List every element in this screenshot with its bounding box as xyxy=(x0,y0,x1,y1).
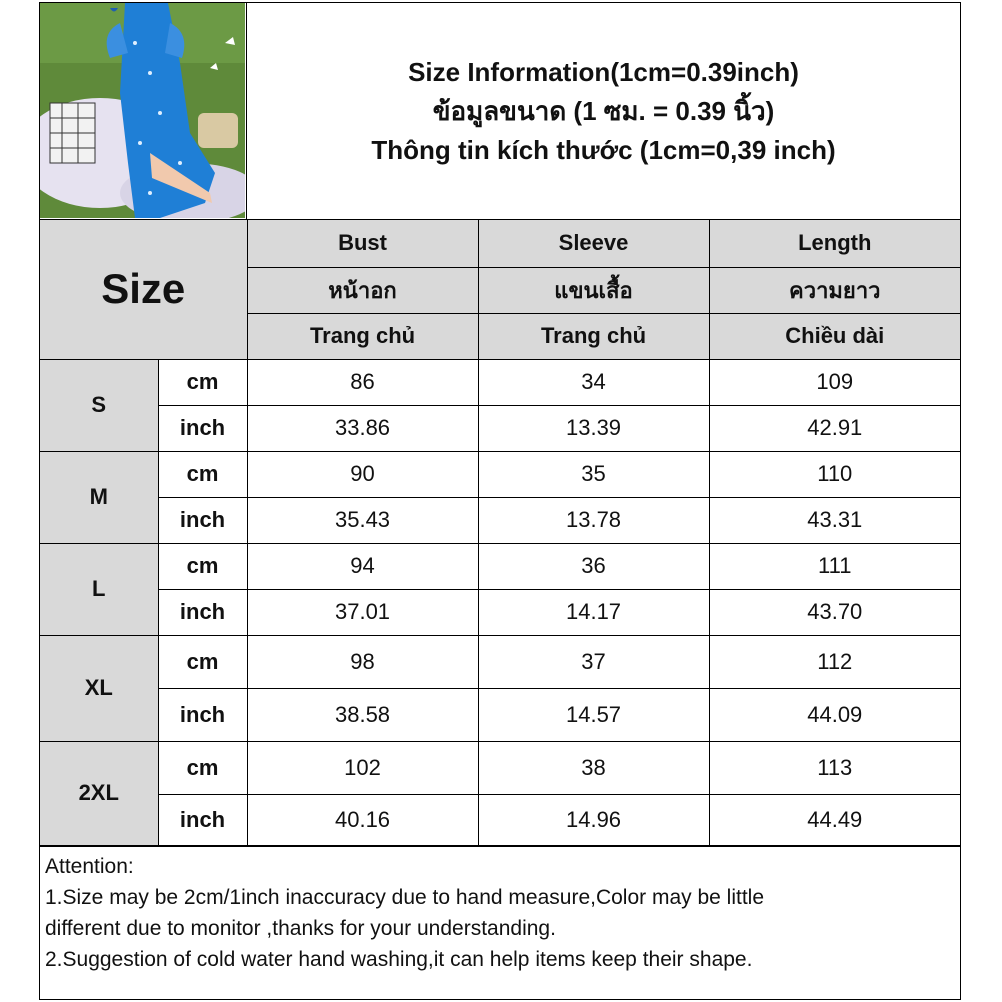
col-bust-th: หน้าอก xyxy=(247,267,478,313)
size-information-title xyxy=(247,3,960,220)
table-row xyxy=(40,405,960,451)
notes-line-2: different due to monitor ,thanks for your understanding. xyxy=(45,917,556,940)
title-thai: ข้อมูลขนาด (1 ซม. = 0.39 นิ้ว) xyxy=(432,95,775,126)
length-value: 44.49 xyxy=(709,794,960,845)
length-value: 111 xyxy=(709,543,960,589)
size-table xyxy=(40,220,960,846)
sleeve-value: 35 xyxy=(478,451,709,497)
col-sleeve-th: แขนเสื้อ xyxy=(478,267,709,313)
unit-cm: cm xyxy=(158,741,247,794)
table-row xyxy=(40,741,960,794)
size-label: S xyxy=(40,359,158,451)
col-length-vi: Chiều dài xyxy=(709,313,960,359)
table-row xyxy=(40,688,960,741)
length-value: 43.70 xyxy=(709,589,960,635)
notes-line-3: 2.Suggestion of cold water hand washing,it can help items keep their shape. xyxy=(45,948,753,971)
unit-inch: inch xyxy=(158,794,247,845)
sleeve-value: 14.17 xyxy=(478,589,709,635)
bust-value: 90 xyxy=(247,451,478,497)
header-row-english xyxy=(40,220,960,267)
length-value: 110 xyxy=(709,451,960,497)
sleeve-value: 38 xyxy=(478,741,709,794)
table-row xyxy=(40,794,960,845)
table-row xyxy=(40,635,960,688)
size-label: XL xyxy=(40,635,158,741)
unit-cm: cm xyxy=(158,451,247,497)
length-value: 43.31 xyxy=(709,497,960,543)
length-value: 109 xyxy=(709,359,960,405)
bust-value: 35.43 xyxy=(247,497,478,543)
notes-heading: Attention: xyxy=(45,855,134,878)
col-length-th: ความยาว xyxy=(709,267,960,313)
sleeve-value: 37 xyxy=(478,635,709,688)
unit-cm: cm xyxy=(158,359,247,405)
size-label: M xyxy=(40,451,158,543)
size-label: 2XL xyxy=(40,741,158,845)
bust-value: 94 xyxy=(247,543,478,589)
bust-value: 98 xyxy=(247,635,478,688)
sleeve-value: 14.57 xyxy=(478,688,709,741)
size-label: L xyxy=(40,543,158,635)
unit-inch: inch xyxy=(158,497,247,543)
table-row xyxy=(40,359,960,405)
sleeve-value: 34 xyxy=(478,359,709,405)
dress-photo-illustration xyxy=(40,3,245,218)
unit-cm: cm xyxy=(158,635,247,688)
table-row xyxy=(40,589,960,635)
notes-line-1: 1.Size may be 2cm/1inch inaccuracy due to hand measure,Color may be little xyxy=(45,886,765,909)
col-bust-vi: Trang chủ xyxy=(247,313,478,359)
length-value: 42.91 xyxy=(709,405,960,451)
sleeve-value: 36 xyxy=(478,543,709,589)
sleeve-value: 13.39 xyxy=(478,405,709,451)
length-value: 113 xyxy=(709,741,960,794)
length-value: 112 xyxy=(709,635,960,688)
bust-value: 37.01 xyxy=(247,589,478,635)
unit-inch: inch xyxy=(158,589,247,635)
sleeve-value: 14.96 xyxy=(478,794,709,845)
title-english: Size Information(1cm=0.39inch) xyxy=(408,56,799,87)
unit-inch: inch xyxy=(158,405,247,451)
sleeve-value: 13.78 xyxy=(478,497,709,543)
bust-value: 33.86 xyxy=(247,405,478,451)
table-row xyxy=(40,543,960,589)
bust-value: 38.58 xyxy=(247,688,478,741)
col-length-en: Length xyxy=(709,220,960,267)
bust-value: 40.16 xyxy=(247,794,478,845)
unit-cm: cm xyxy=(158,543,247,589)
bust-value: 86 xyxy=(247,359,478,405)
table-row xyxy=(40,497,960,543)
size-header: Size xyxy=(40,220,247,359)
col-sleeve-en: Sleeve xyxy=(478,220,709,267)
product-photo xyxy=(40,3,247,220)
bust-value: 102 xyxy=(247,741,478,794)
unit-inch: inch xyxy=(158,688,247,741)
table-row xyxy=(40,451,960,497)
attention-notes xyxy=(40,846,960,999)
length-value: 44.09 xyxy=(709,688,960,741)
size-chart-sheet xyxy=(39,2,961,1000)
title-vietnamese: Thông tin kích thước (1cm=0,39 inch) xyxy=(371,134,836,165)
col-bust-en: Bust xyxy=(247,220,478,267)
col-sleeve-vi: Trang chủ xyxy=(478,313,709,359)
